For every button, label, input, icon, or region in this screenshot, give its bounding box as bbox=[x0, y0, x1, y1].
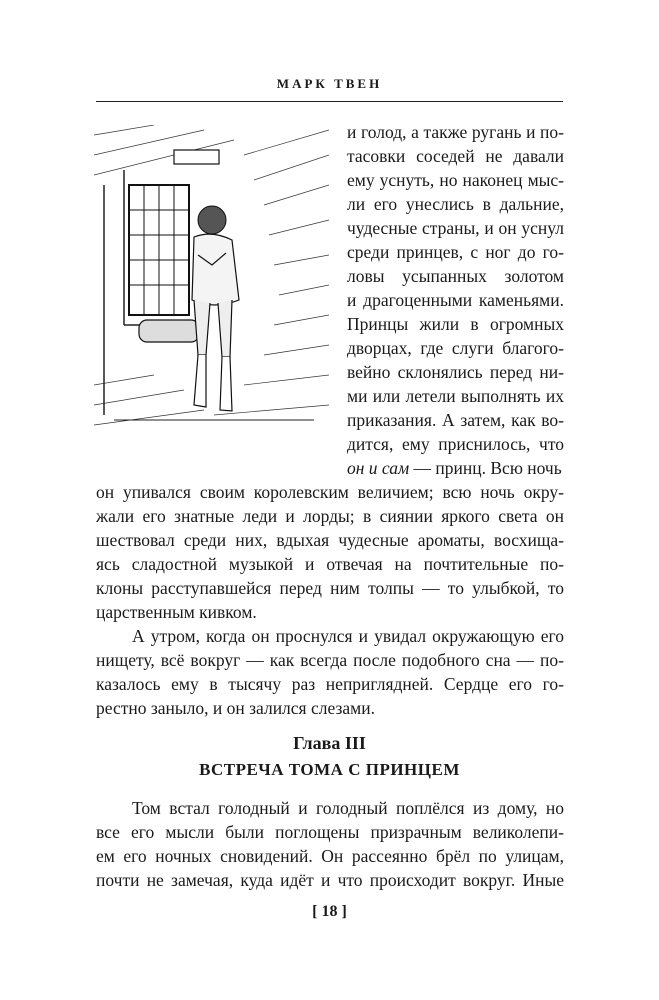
text-line: дится, ему приснилось, что bbox=[347, 434, 564, 454]
text-line: ем его ночных сновидений. Он рассеянно брёл по улицам, bbox=[96, 846, 564, 866]
chapter-title: ВСТРЕЧА ТОМА С ПРИНЦЕМ bbox=[199, 760, 460, 779]
text-line-mixed bbox=[347, 456, 564, 480]
text-line: тасовки соседей не давали bbox=[347, 146, 564, 166]
text-line: вейно склонялись перед ни- bbox=[347, 362, 564, 382]
text-line: почти не замечая, куда идёт и что происходит вокруг. Иные bbox=[96, 870, 564, 890]
text-line: рестно заныло, и он залился слезами. bbox=[96, 698, 375, 718]
running-header: МАРК ТВЕН bbox=[276, 76, 383, 91]
boy-at-window-engraving-icon bbox=[94, 125, 329, 430]
text-line: шествовал среди них, вдыхая чудесные ароматы, восхища- bbox=[96, 530, 564, 550]
text-line: чудесные страны, и он уснул bbox=[347, 218, 564, 238]
header-rule bbox=[96, 101, 563, 102]
text-line: среди принцев, с ног до го- bbox=[347, 242, 564, 262]
text-line: и драгоценными каменьями. bbox=[347, 290, 564, 310]
page-number: [ 18 ] bbox=[312, 903, 347, 920]
text-line: он упивался своим королевским величием; всю ночь окру- bbox=[96, 482, 564, 502]
text-line: все его мысли были поглощены призрачным великолепи- bbox=[96, 822, 564, 842]
text-line: ми или летели выполнять их bbox=[347, 386, 564, 406]
text-line: царственным кивком. bbox=[96, 602, 257, 622]
text-line: Том встал голодный и голодный поплёлся из дому, но bbox=[132, 798, 564, 818]
text-line: нищету, всё вокруг — как всегда после подобного сна — по- bbox=[96, 650, 564, 670]
text-line: А утром, когда он проснулся и увидал окружающую его bbox=[132, 626, 564, 646]
italic-text: он и сам bbox=[347, 458, 410, 478]
text-line: ли его унеслись в дальние, bbox=[347, 194, 564, 214]
text-line: ясь сладостной музыкой и отвечая на почтительные по- bbox=[96, 554, 564, 574]
text-line: жали его знатные леди и лорды; в сиянии яркого света он bbox=[96, 506, 564, 526]
text-line: Принцы жили в огромных bbox=[347, 314, 564, 334]
text-line: клоны расступавшейся перед ним толпы — то улыбкой, то bbox=[96, 578, 564, 598]
text-span: — принц. Всю ночь bbox=[409, 458, 562, 478]
chapter-number: Глава III bbox=[293, 733, 366, 753]
text-line: ловы усыпанных золотом bbox=[347, 266, 564, 286]
text-line: ему уснуть, но наконец мыс- bbox=[347, 170, 564, 190]
text-line: дворцах, где слуги благого- bbox=[347, 338, 564, 358]
text-line: казалось ему в тысячу раз неприглядней. Сердце его го- bbox=[96, 674, 564, 694]
text-line: и голод, а также ругань и по- bbox=[347, 122, 564, 142]
text-line: приказания. А затем, как во- bbox=[347, 410, 564, 430]
